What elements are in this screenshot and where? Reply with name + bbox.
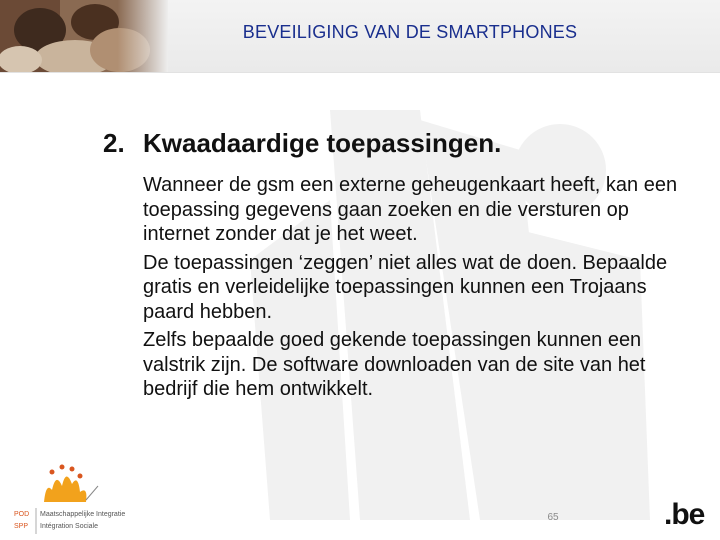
- logo-line2-text: Intégration Sociale: [40, 523, 98, 530]
- heading-text: Kwaadaardige toepassingen.: [143, 128, 502, 158]
- paragraph: Zelfs bepaalde goed gekende toepassingen kunnen een valstrik zijn. De software downloaden van de site van het bedrijf die hem ontwikkelt.: [143, 329, 646, 400]
- logo-line1-text: Maatschappelijke Integratie: [40, 511, 126, 518]
- logo-spp-text: SPP: [14, 523, 29, 530]
- header-title: BEVEILIGING VAN DE SMARTPHONES: [242, 22, 578, 42]
- slide-content: [103, 128, 683, 406]
- body-text: [143, 173, 683, 402]
- header-photo: [0, 0, 168, 72]
- be-logo: .be: [664, 498, 705, 531]
- heading-number: 2.: [103, 128, 125, 158]
- section-heading: [103, 128, 683, 159]
- page-number: 65: [547, 512, 559, 523]
- integration-logo-icon: [6, 462, 156, 536]
- footer-logo: [6, 462, 156, 536]
- paragraph: Wanneer de gsm een externe geheugenkaart heeft, kan een toepassing gegevens gaan zoeken en die versturen op internet zonder dat je het weet.: [143, 174, 678, 245]
- header-band: [0, 0, 720, 73]
- logo-pod-text: POD: [14, 511, 30, 518]
- paragraph: De toepassingen ‘zeggen’ niet alles wat de doen. Bepaalde gratis en verleidelijke toepassingen kunnen een Trojaans paard hebben.: [143, 251, 668, 323]
